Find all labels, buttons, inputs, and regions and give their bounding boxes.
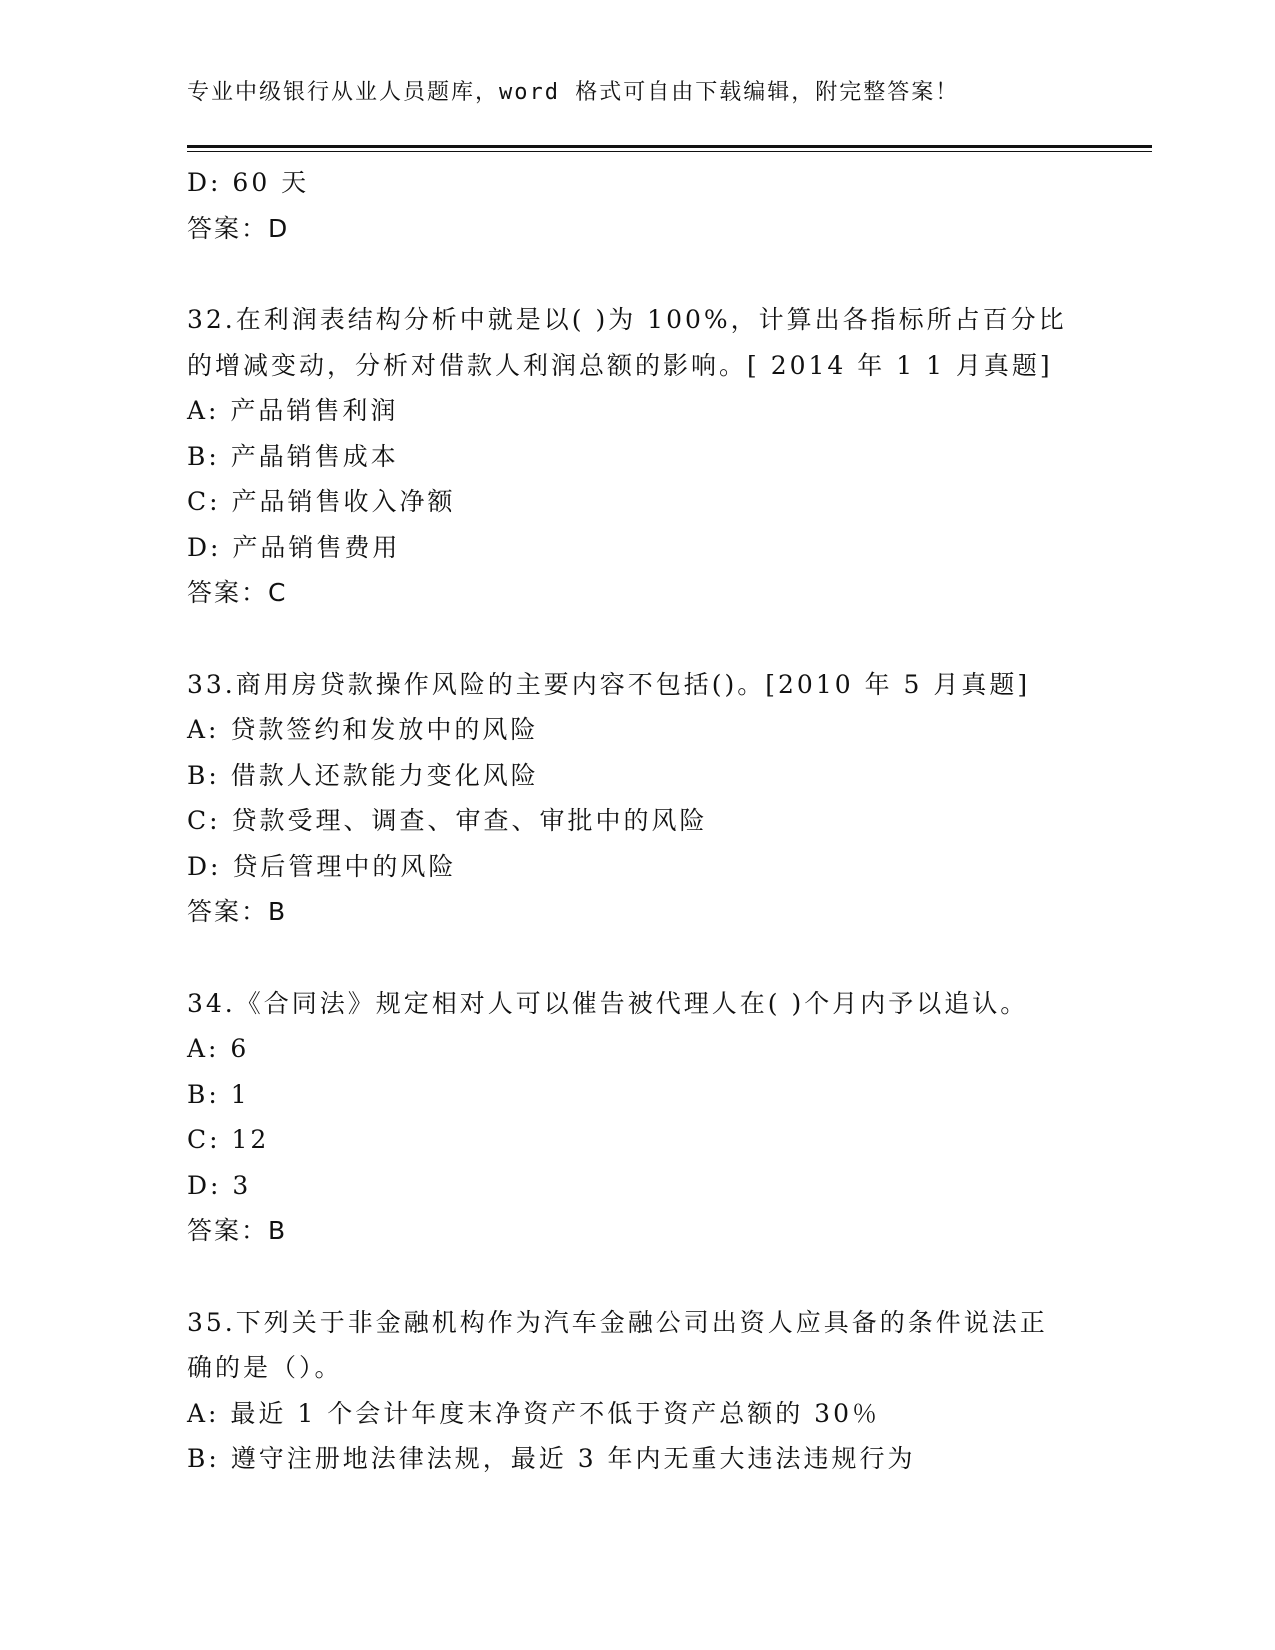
page-header: 专业中级银行从业人员题库，word 格式可自由下载编辑，附完整答案！ [187, 80, 960, 105]
option-a: A: 最近 1 个会计年度末净资产不低于资产总额的 30％ [187, 1398, 880, 1428]
spacer [187, 616, 1107, 662]
option-a: A: 6 [187, 1034, 250, 1063]
document-body [187, 160, 1107, 1482]
question-stem: 确的是（）。 [187, 1353, 343, 1382]
option-c: C: 12 [187, 1125, 270, 1154]
header-rule-thick [187, 145, 1152, 148]
option-d: D: 60 天 [187, 168, 310, 197]
option-c: C: 贷款受理、调查、审查、审批中的风险 [187, 806, 708, 835]
question-stem: 32.在利润表结构分析中就是以( )为 100%，计算出各指标所占百分比 [187, 305, 1067, 334]
option-d: D: 3 [187, 1170, 252, 1200]
spacer [187, 1254, 1107, 1300]
question-32 [187, 297, 1107, 616]
option-b: B: 借款人还款能力变化风险 [187, 760, 539, 790]
option-a: A: 产品销售利润 [187, 396, 399, 425]
option-a: A: 贷款签约和发放中的风险 [187, 715, 539, 744]
option-b: B: 1 [187, 1079, 250, 1109]
question-stem: 33.商用房贷款操作风险的主要内容不包括()。[2010 年 5 月真题] [187, 669, 1031, 699]
option-c: C: 产品销售收入净额 [187, 487, 456, 516]
question-31-tail [187, 160, 1107, 251]
answer: 答案：D [187, 213, 290, 243]
option-d: D: 产品销售费用 [187, 532, 401, 562]
option-b: B: 遵守注册地法律法规，最近 3 年内无重大违法违规行为 [187, 1444, 916, 1473]
answer: 答案：C [187, 578, 288, 607]
question-stem: 35.下列关于非金融机构作为汽车金融公司出资人应具备的条件说法正 [187, 1307, 1048, 1337]
answer: 答案：B [187, 1216, 288, 1245]
spacer [187, 935, 1107, 981]
question-34 [187, 981, 1107, 1254]
spacer [187, 251, 1107, 297]
question-stem: 34.《合同法》规定相对人可以催告被代理人在( )个月内予以追认。 [187, 988, 1029, 1018]
question-stem: 的增减变动，分析对借款人利润总额的影响。[ 2014 年 1 1 月真题] [187, 350, 1053, 380]
question-33 [187, 662, 1107, 935]
header-rule-thin [187, 151, 1152, 152]
answer: 答案：B [187, 897, 288, 926]
option-d: D: 贷后管理中的风险 [187, 851, 457, 881]
question-35 [187, 1300, 1107, 1482]
option-b: B: 产晶销售成本 [187, 441, 399, 471]
